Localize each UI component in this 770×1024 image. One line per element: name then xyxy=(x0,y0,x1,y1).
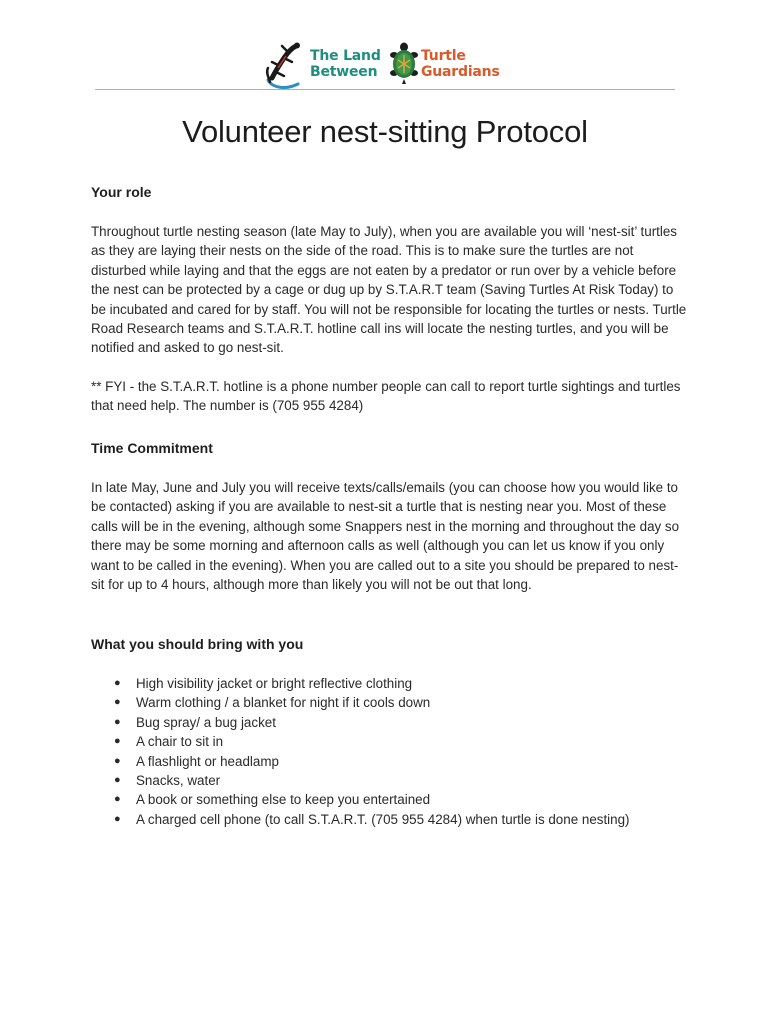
role-paragraph: Throughout turtle nesting season (late May to July), when you are available you will ‘nest-sit’ turtles as they are laying their nests on the side of the road. This is to make sure the turtles are not disturbed while laying and that the eggs are not eaten by a predator or run over by a vehicle before the nest can be protected by a cage or dug up by S.T.A.R.T team (Saving Turtles At Risk Today) to be incubated and cared for by staff. You will not be responsible for locating the turtles or nests. Turtle Road Research teams and S.T.A.R.T. hotline call ins will locate the nesting turtles, and you will be notified and asked to go nest-sit. xyxy=(91,224,687,356)
list-item-text: A charged cell phone (to call S.T.A.R.T. (705 955 4284) when turtle is done nesting) xyxy=(136,811,630,827)
list-item-text: Warm clothing / a blanket for night if it cools down xyxy=(136,695,431,711)
bullet-icon: ● xyxy=(114,812,121,825)
list-item xyxy=(91,752,691,771)
list-item-text: High visibility jacket or bright reflective clothing xyxy=(136,676,413,691)
list-item xyxy=(91,810,691,829)
header-logo xyxy=(0,38,770,88)
logo-right-text xyxy=(421,48,500,80)
bring-list xyxy=(91,674,691,829)
logo-right-line2: Guardians xyxy=(421,64,500,80)
header-divider xyxy=(95,89,675,90)
list-item xyxy=(91,790,691,809)
logo-left-text xyxy=(310,48,381,80)
bullet-icon: ● xyxy=(114,793,121,806)
bullet-icon: ● xyxy=(114,774,121,787)
logo-left-line2: Between xyxy=(310,64,378,80)
turtle-logo-icon xyxy=(389,41,419,85)
bullet-icon: ● xyxy=(114,754,121,767)
list-item xyxy=(91,693,691,712)
list-item xyxy=(91,674,691,693)
time-paragraph: In late May, June and July you will receive texts/calls/emails (you can choose how you would like to be contacted) asking if you are available to nest-sit a turtle that is nesting near you. Most of these calls will be in the evening, although some Snappers nest in the morning and throughout the day so there may be some morning and afternoon calls as well (although you can let us know if you only want to be called in the evening). When you are called out to a site you should be prepared to nest-sit for up to 4 hours, although more than likely you will not be out that long. xyxy=(91,480,680,593)
bullet-icon: ● xyxy=(114,677,121,689)
list-item-text: A chair to sit in xyxy=(136,734,224,750)
list-item xyxy=(91,713,691,732)
logo-left-line1: The Land xyxy=(310,48,381,64)
list-item xyxy=(91,771,691,790)
gecko-logo-icon xyxy=(262,40,308,90)
section-heading-time: Time Commitment xyxy=(91,440,213,456)
list-item-text: A flashlight or headlamp xyxy=(136,753,279,769)
logo-right-line1: Turtle xyxy=(421,48,466,64)
section-heading-bring: What you should bring with you xyxy=(91,636,304,652)
bullet-icon: ● xyxy=(114,715,121,728)
list-item-text: Snacks, water xyxy=(136,773,221,789)
page-title: Volunteer nest-sitting Protocol xyxy=(182,114,588,149)
list-item xyxy=(91,732,691,751)
bullet-icon: ● xyxy=(114,696,121,709)
list-item-text: A book or something else to keep you entertained xyxy=(136,792,431,808)
section-heading-role: Your role xyxy=(91,184,152,200)
hotline-note-paragraph: ** FYI - the S.T.A.R.T. hotline is a phone number people can call to report turtle sightings and turtles that need help. The number is (705 955 4284) xyxy=(91,379,681,414)
list-item-text: Bug spray/ a bug jacket xyxy=(136,714,276,730)
bullet-icon: ● xyxy=(114,735,121,748)
